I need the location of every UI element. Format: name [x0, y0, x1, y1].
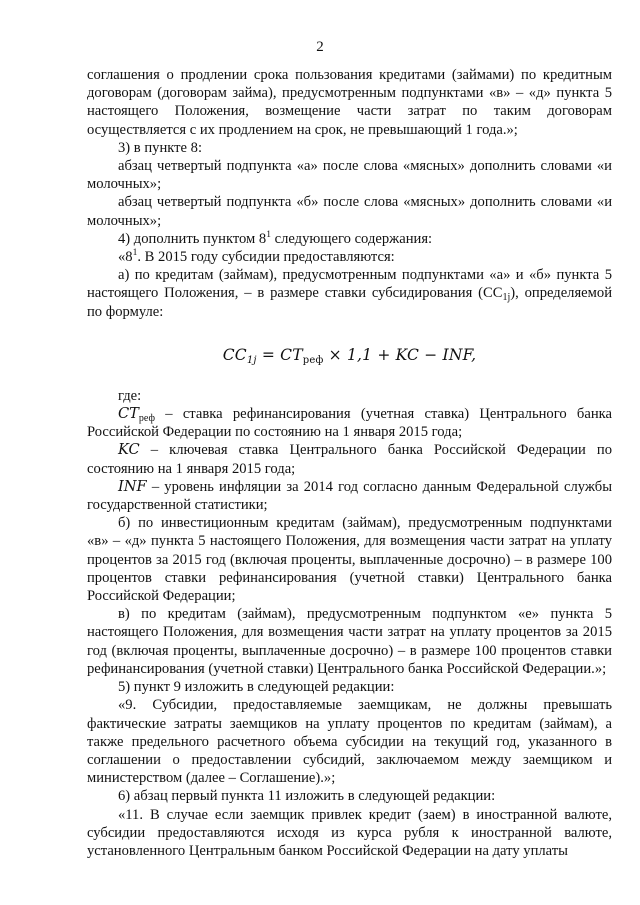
paragraph-3: абзац четвертый подпункта «а» после слова «мясных» дополнить словами «и молочных»;	[87, 158, 612, 193]
paragraph-1: соглашения о продлении срока пользования кредитами (займами) по кредитным договорам (договорам займа), предусмотренным подпунктами «в» – «д» пункта 5 настоящего Положения, возмещение части затрат по таким договорам осуществляется с их продлением на срок, не превышающий 1 года.»;	[87, 67, 612, 138]
paragraph-11-text: – уровень инфляции за 2014 год согласно данным Федеральной службы государственной статистики;	[87, 478, 612, 514]
formula-ct: CT	[280, 345, 303, 364]
paragraph-8: где:	[118, 387, 142, 404]
paragraph-10-text: – ключевая ставка Центрального банка Российской Федерации по состоянию на 1 января 2015 года;	[87, 442, 612, 477]
formula-ct-subscript: реф	[302, 354, 324, 366]
formula-equals: =	[256, 345, 281, 364]
paragraph-4: абзац четвертый подпункта «б» после слова «мясных» дополнить словами «и молочных»;	[87, 194, 612, 229]
paragraph-5-superscript: 1	[266, 229, 271, 240]
paragraph-17: «11. В случае если заемщик привлек кредит (заем) в иностранной валюте, субсидии предоставляются исходя из курса рубля к иностранной валюте, установленного Центральным банком Российской Федерации на дату уплаты	[87, 806, 612, 859]
page-number: 2	[316, 39, 324, 55]
paragraph-9	[87, 405, 612, 441]
paragraph-6-superscript: 1	[132, 248, 138, 259]
paragraph-11	[87, 478, 612, 514]
document-body	[87, 66, 612, 860]
paragraph-6-text: «8	[118, 249, 133, 266]
formula-rest: × 1,1 + KC − INF,	[323, 345, 477, 364]
variable-inf: INF	[118, 477, 147, 495]
variable-ct: CT	[118, 405, 139, 423]
paragraph-7	[87, 266, 612, 321]
paragraph-7-text-end: ), определяемой по формуле:	[87, 285, 613, 320]
paragraph-6-text-end: . В 2015 году субсидии предоставляются:	[137, 249, 395, 266]
variable-ct-subscript: реф	[138, 413, 155, 425]
paragraph-6	[87, 248, 612, 266]
formula-lhs-subscript: 1j	[246, 354, 257, 366]
paragraph-13: в) по кредитам (займам), предусмотренным подпунктом «е» пункта 5 настоящего Положения, для возмещения части затрат на уплату процентов за 2015 год (включая проценты, выплаченные досрочно) – в размере 100 процентов ставки рефинансирования (учетной ставки) Центрального банка Российской Федерации.»;	[87, 606, 612, 677]
formula-lhs: CC	[222, 345, 247, 364]
paragraph-5-text-end: следующего содержания:	[270, 230, 433, 247]
paragraph-16: 6) абзац первый пункта 11 изложить в следующей редакции:	[118, 788, 496, 805]
paragraph-7-text: а) по кредитам (займам), предусмотренным подпунктами «а» и «б» пункта 5 настоящего Положения, – в размере ставки субсидирования (СС	[87, 267, 612, 302]
paragraph-9-text: – ставка рефинансирования (учетная ставка) Центрального банка Российской Федерации по состоянию на 1 января 2015 года;	[87, 406, 612, 441]
paragraph-12: б) по инвестиционным кредитам (займам), предусмотренным подпунктами «в» – «д» пункта 5 настоящего Положения, для возмещения части затрат на уплату процентов за 2015 год (включая проценты, выплаченные досрочно) – в размере 100 процентов ставки рефинансирования (учетной ставки) Центрального банка Российской Федерации;	[87, 515, 612, 605]
paragraph-7-subscript: 1j	[502, 292, 511, 304]
formula	[87, 345, 612, 365]
paragraph-5	[87, 230, 612, 248]
paragraph-5-text: 4) дополнить пунктом 8	[118, 230, 267, 247]
paragraph-14: 5) пункт 9 изложить в следующей редакции:	[118, 679, 395, 696]
paragraph-2: 3) в пункте 8:	[118, 139, 203, 156]
variable-kc: KC	[118, 441, 140, 459]
paragraph-10	[87, 441, 612, 477]
paragraph-15: «9. Субсидии, предоставляемые заемщикам, не должны превышать фактические затраты заемщиков на уплату процентов по кредитам (займам), а также предельного расчетного объема субсидии на текущий год, указанного в соглашении о предоставлении субсидий, заключаемом между заемщиком и министерством (далее – Соглашение).»;	[87, 697, 612, 787]
